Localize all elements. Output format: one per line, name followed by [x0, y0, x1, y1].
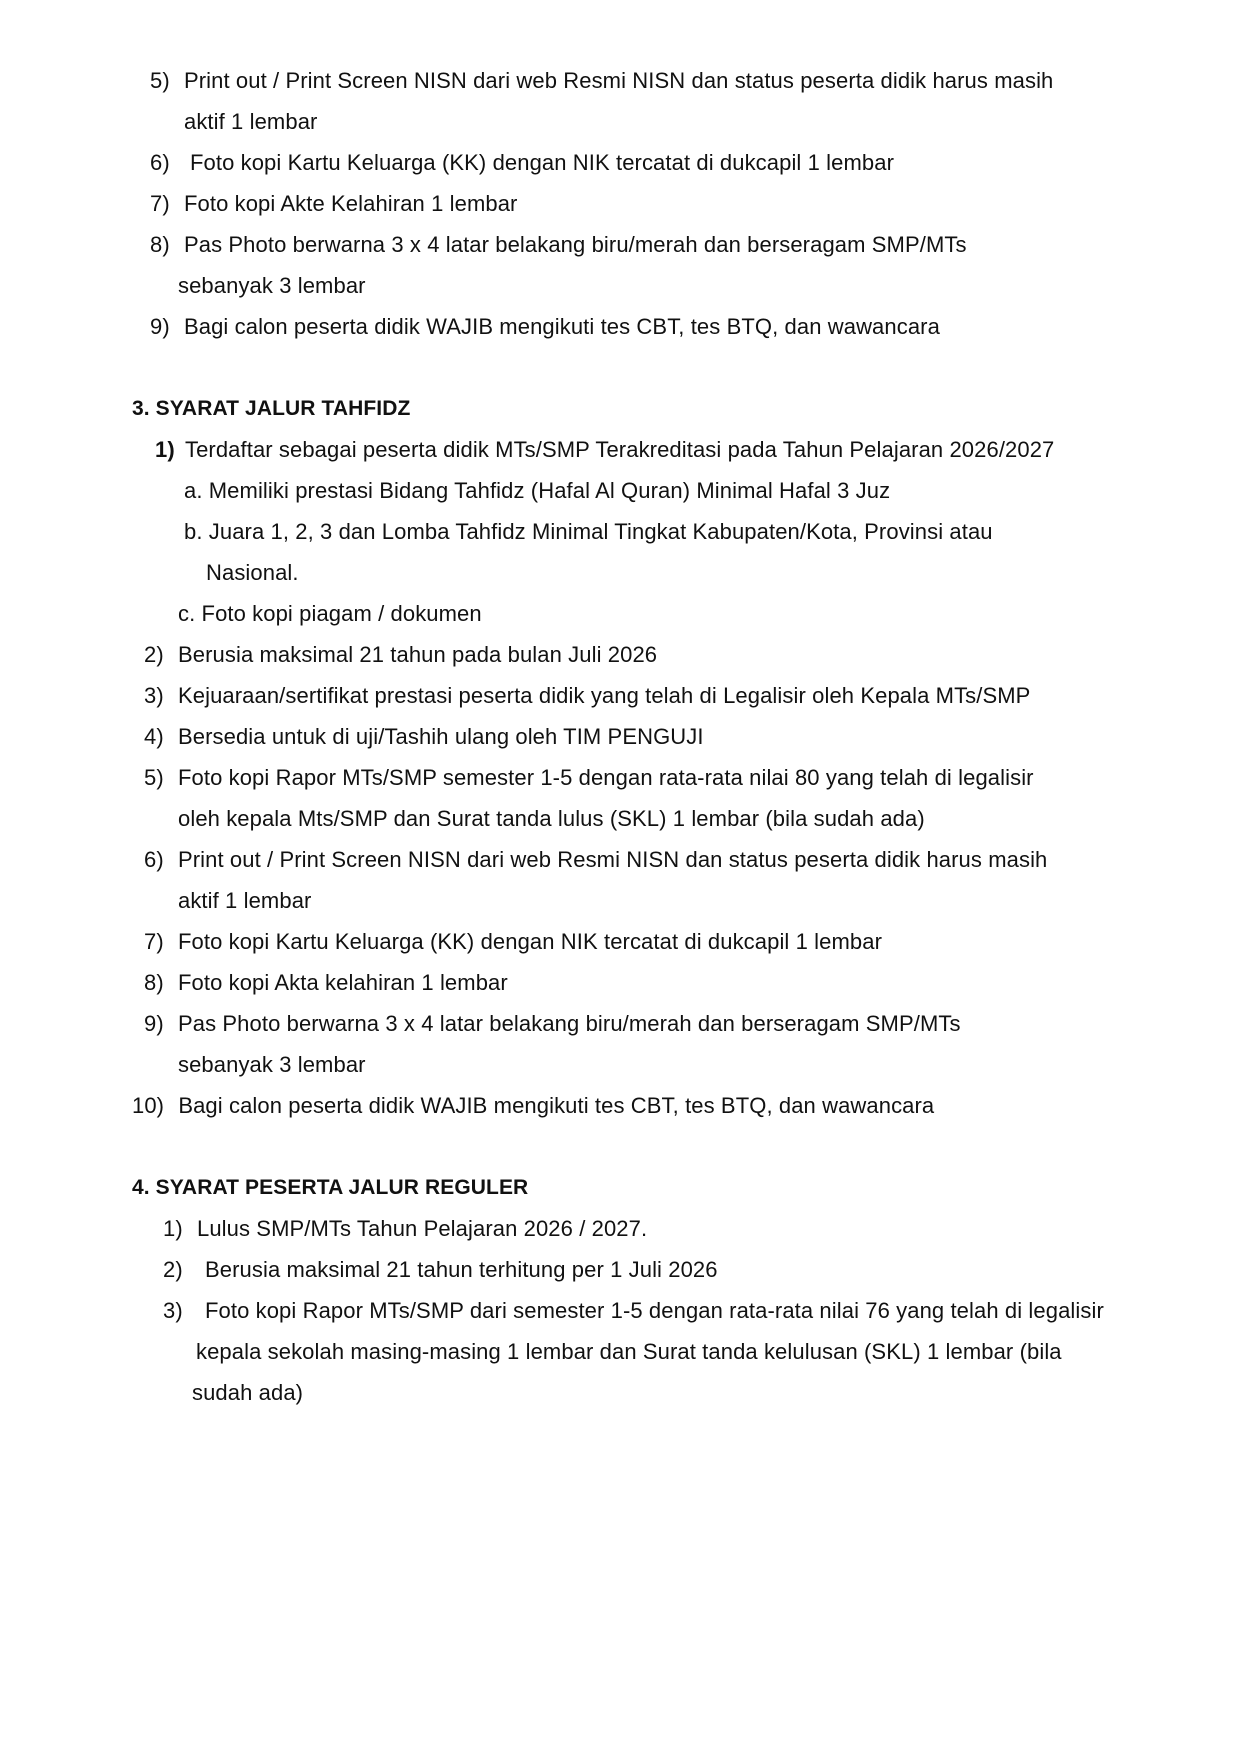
sub-item: a. Memiliki prestasi Bidang Tahfidz (Hafal Al Quran) Minimal Hafal 3 Juz — [184, 478, 891, 503]
list-item — [150, 191, 517, 217]
item-number: 8) — [144, 970, 164, 995]
sub-item: c. Foto kopi piagam / dokumen — [178, 601, 482, 626]
item-number: 1) — [155, 437, 175, 462]
item-continuation: sebanyak 3 lembar — [178, 273, 366, 298]
item-number: 7) — [144, 929, 164, 954]
item-text: Foto kopi Rapor MTs/SMP dari semester 1-5 dengan rata-rata nilai 76 yang telah di legalisir — [204, 1298, 1104, 1323]
item-text: Bersedia untuk di uji/Tashih ulang oleh TIM PENGUJI — [177, 724, 704, 749]
item-number: 6) — [150, 150, 170, 175]
item-number: 2) — [144, 642, 164, 667]
list-item — [150, 232, 967, 258]
list-item — [150, 314, 940, 340]
list-item — [144, 642, 657, 668]
item-number: 3) — [144, 683, 164, 708]
item-text: Kejuaraan/sertifikat prestasi peserta didik yang telah di Legalisir oleh Kepala MTs/SMP — [177, 683, 1031, 708]
item-text: Print out / Print Screen NISN dari web Resmi NISN dan status peserta didik harus masih — [183, 68, 1054, 93]
item-continuation: oleh kepala Mts/SMP dan Surat tanda lulus (SKL) 1 lembar (bila sudah ada) — [178, 806, 925, 831]
sub-item: b. Juara 1, 2, 3 dan Lomba Tahfidz Minimal Tingkat Kabupaten/Kota, Provinsi atau — [184, 519, 993, 544]
item-text: Pas Photo berwarna 3 x 4 latar belakang biru/merah dan berseragam SMP/MTs — [177, 1011, 961, 1036]
list-item — [144, 847, 1047, 873]
item-text: Print out / Print Screen NISN dari web Resmi NISN dan status peserta didik harus masih — [177, 847, 1048, 872]
list-item — [150, 68, 1053, 94]
list-item — [144, 1011, 961, 1037]
item-continuation: Nasional. — [206, 560, 299, 585]
list-item — [163, 1216, 647, 1242]
item-text: Berusia maksimal 21 tahun terhitung per 1 Juli 2026 — [204, 1257, 718, 1282]
item-text: Bagi calon peserta didik WAJIB mengikuti tes CBT, tes BTQ, dan wawancara — [178, 1093, 935, 1118]
list-item — [163, 1298, 1104, 1324]
item-number: 4) — [144, 724, 164, 749]
item-number: 3) — [163, 1298, 183, 1323]
list-item — [144, 683, 1030, 709]
item-text: Foto kopi Kartu Keluarga (KK) dengan NIK tercatat di dukcapil 1 lembar — [177, 929, 883, 954]
item-text: Pas Photo berwarna 3 x 4 latar belakang biru/merah dan berseragam SMP/MTs — [183, 232, 967, 257]
item-number: 2) — [163, 1257, 183, 1282]
item-number: 1) — [163, 1216, 183, 1241]
item-text: Foto kopi Akte Kelahiran 1 lembar — [183, 191, 518, 216]
list-item — [144, 970, 508, 996]
list-item — [144, 724, 704, 750]
item-number: 5) — [144, 765, 164, 790]
item-text: Bagi calon peserta didik WAJIB mengikuti tes CBT, tes BTQ, dan wawancara — [183, 314, 940, 339]
item-continuation: sebanyak 3 lembar — [178, 1052, 366, 1077]
item-number: 5) — [150, 68, 170, 93]
item-continuation: kepala sekolah masing-masing 1 lembar dan Surat tanda kelulusan (SKL) 1 lembar (bila — [196, 1339, 1062, 1364]
item-number: 6) — [144, 847, 164, 872]
item-text: Foto kopi Akta kelahiran 1 lembar — [177, 970, 508, 995]
item-number: 9) — [150, 314, 170, 339]
section-title: 3. SYARAT JALUR TAHFIDZ — [132, 397, 411, 420]
item-number: 8) — [150, 232, 170, 257]
item-continuation: sudah ada) — [192, 1380, 304, 1405]
item-number: 7) — [150, 191, 170, 216]
item-number: 9) — [144, 1011, 164, 1036]
list-item — [132, 1093, 934, 1119]
list-item — [155, 437, 1054, 463]
list-item — [163, 1257, 718, 1283]
item-continuation: aktif 1 lembar — [184, 109, 318, 134]
list-item — [144, 765, 1034, 791]
item-continuation: aktif 1 lembar — [178, 888, 312, 913]
section-title: 4. SYARAT PESERTA JALUR REGULER — [132, 1176, 529, 1199]
item-text: Lulus SMP/MTs Tahun Pelajaran 2026 / 2027. — [196, 1216, 648, 1241]
item-text: Terdaftar sebagai peserta didik MTs/SMP Terakreditasi pada Tahun Pelajaran 2026/2027 — [184, 437, 1055, 462]
item-text: Foto kopi Rapor MTs/SMP semester 1-5 dengan rata-rata nilai 80 yang telah di legalisir — [177, 765, 1034, 790]
item-number: 10) — [132, 1093, 165, 1118]
list-item — [150, 150, 894, 176]
item-text: Berusia maksimal 21 tahun pada bulan Juli 2026 — [177, 642, 658, 667]
item-text: Foto kopi Kartu Keluarga (KK) dengan NIK tercatat di dukcapil 1 lembar — [189, 150, 895, 175]
list-item — [144, 929, 882, 955]
